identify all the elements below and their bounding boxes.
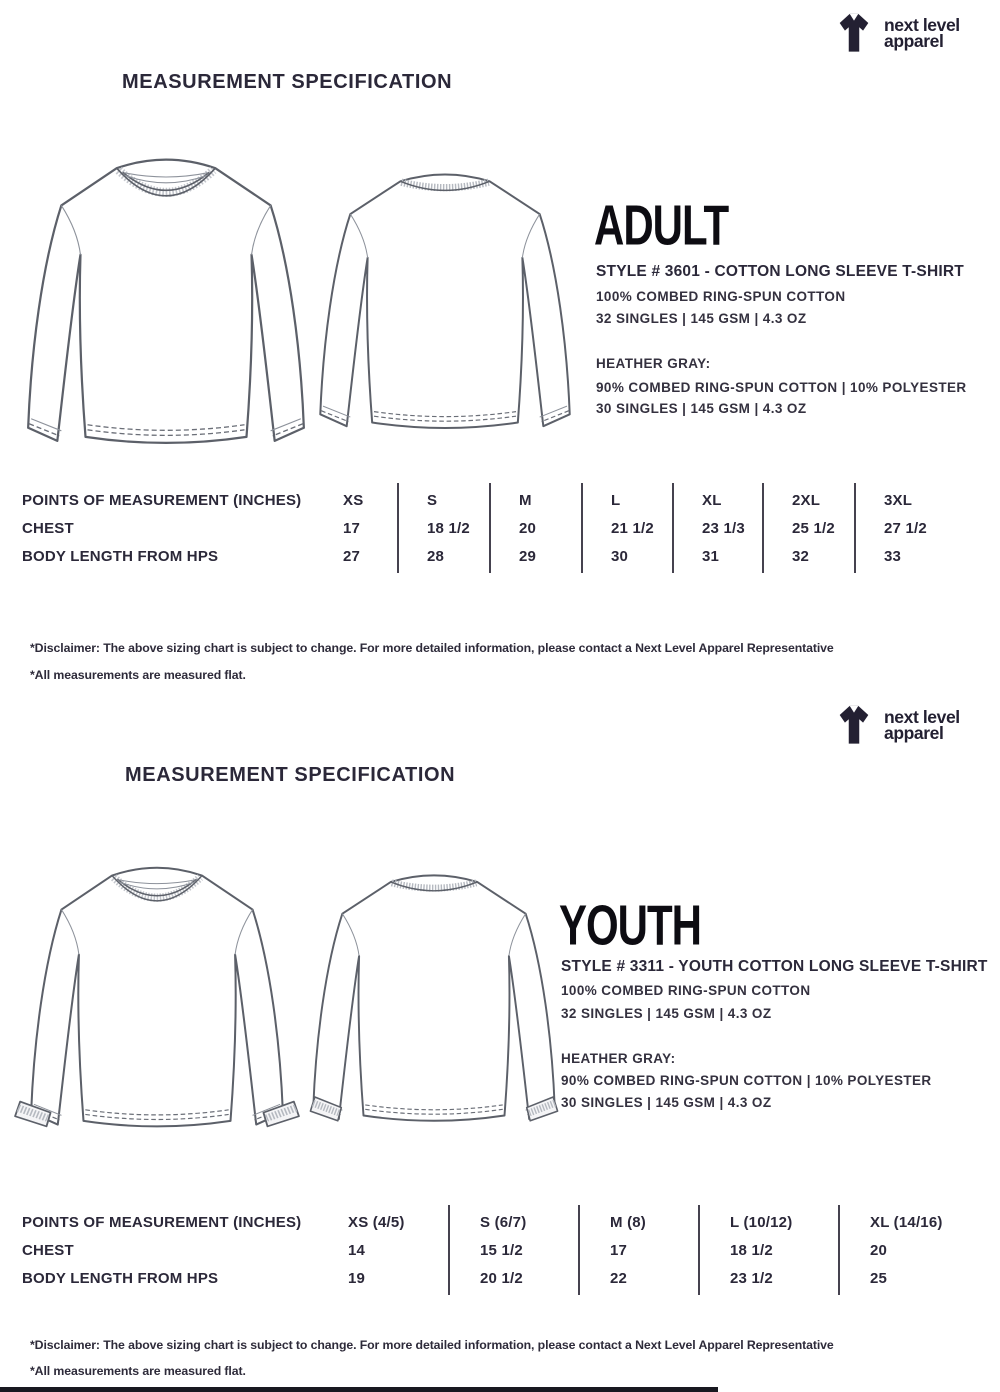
size-header: XS (4/5) (348, 1213, 405, 1231)
youth-disclaimer-line1: *Disclaimer: The above sizing chart is subject to change. For more detailed information, please contact a Next Level Apparel Representative (30, 1338, 834, 1352)
body-length-value: 33 (884, 547, 902, 565)
youth-table-column-s (448, 1205, 578, 1295)
body-length-value: 29 (519, 547, 537, 565)
youth-heather-line2: 30 SINGLES | 145 GSM | 4.3 OZ (561, 1095, 772, 1110)
adult-heather-line1: 90% COMBED RING-SPUN COTTON | 10% POLYESTER (596, 380, 967, 395)
adult-fabric-line2: 32 SINGLES | 145 GSM | 4.3 OZ (596, 311, 807, 326)
size-header: L (10/12) (730, 1213, 793, 1231)
size-header: XL (14/16) (870, 1213, 943, 1231)
adult-disclaimer-line2: *All measurements are measured flat. (30, 668, 246, 682)
youth-table-column-xl (838, 1205, 978, 1295)
adult-table-row-label-body-length: BODY LENGTH FROM HPS (22, 547, 219, 565)
adult-table-column-3xl (854, 483, 978, 573)
adult-heather-label: HEATHER GRAY: (596, 356, 711, 371)
brand-logo-text (884, 706, 960, 743)
youth-shirt-front-drawing (10, 848, 304, 1142)
chest-value: 20 (519, 519, 537, 537)
page-bottom-bar (0, 1387, 718, 1392)
chest-value: 15 1/2 (480, 1241, 523, 1259)
youth-table-row-label-chest: CHEST (22, 1241, 74, 1259)
body-length-value: 25 (870, 1269, 888, 1287)
chest-value: 25 1/2 (792, 519, 835, 537)
chest-value: 21 1/2 (611, 519, 654, 537)
chest-value: 18 1/2 (427, 519, 470, 537)
body-length-value: 23 1/2 (730, 1269, 773, 1287)
youth-heather-line1: 90% COMBED RING-SPUN COTTON | 10% POLYESTER (561, 1073, 932, 1088)
youth-heather-label: HEATHER GRAY: (561, 1051, 676, 1066)
brand-logo-text (884, 14, 960, 51)
youth-table-column-l (698, 1205, 838, 1295)
brand-name-line1: next level (884, 14, 960, 35)
adult-table-column-xs (315, 483, 397, 573)
body-length-value: 28 (427, 547, 445, 565)
brand-name-line1: next level (884, 706, 960, 727)
adult-table-column-s (397, 483, 489, 573)
youth-title: YOUTH (559, 892, 701, 957)
chest-value: 23 1/3 (702, 519, 745, 537)
size-header: XL (702, 491, 722, 509)
youth-table-label-column (22, 1205, 318, 1295)
adult-table-column-m (489, 483, 581, 573)
body-length-value: 20 1/2 (480, 1269, 523, 1287)
brand-logo-middle (833, 702, 960, 747)
body-length-value: 32 (792, 547, 810, 565)
adult-section-title: MEASUREMENT SPECIFICATION (122, 71, 453, 93)
adult-table-column-l (581, 483, 672, 573)
size-header: M (8) (610, 1213, 646, 1231)
chest-value: 18 1/2 (730, 1241, 773, 1259)
youth-style-line: STYLE # 3311 - YOUTH COTTON LONG SLEEVE T-SHIRT (561, 958, 988, 975)
adult-shirt-back-drawing (313, 150, 577, 442)
adult-title: ADULT (594, 192, 729, 257)
size-header: XS (343, 491, 364, 509)
adult-disclaimer-line1: *Disclaimer: The above sizing chart is subject to change. For more detailed information, please contact a Next Level Apparel Representative (30, 641, 834, 655)
tshirt-logo-icon (833, 702, 875, 747)
brand-name-line2: apparel (884, 30, 944, 51)
body-length-value: 27 (343, 547, 361, 565)
adult-table-label-column (22, 483, 315, 573)
brand-logo-top (833, 10, 960, 55)
size-header: 3XL (884, 491, 913, 509)
youth-table-column-m (578, 1205, 698, 1295)
youth-table-header-label: POINTS OF MEASUREMENT (INCHES) (22, 1213, 302, 1231)
youth-fabric-line1: 100% COMBED RING-SPUN COTTON (561, 983, 811, 998)
adult-heather-line2: 30 SINGLES | 145 GSM | 4.3 OZ (596, 401, 807, 416)
body-length-value: 31 (702, 547, 720, 565)
chest-value: 14 (348, 1241, 366, 1259)
tshirt-logo-icon (833, 10, 875, 55)
size-header: 2XL (792, 491, 821, 509)
youth-shirt-back-drawing (306, 852, 562, 1134)
adult-table-column-2xl (762, 483, 854, 573)
size-header: S (6/7) (480, 1213, 527, 1231)
youth-disclaimer-line2: *All measurements are measured flat. (30, 1364, 246, 1378)
youth-size-table (22, 1205, 978, 1295)
youth-table-row-label-body-length: BODY LENGTH FROM HPS (22, 1269, 219, 1287)
brand-name-line2: apparel (884, 722, 944, 743)
youth-table-column-xs (318, 1205, 448, 1295)
chest-value: 17 (343, 519, 361, 537)
size-header: L (611, 491, 621, 509)
body-length-value: 19 (348, 1269, 366, 1287)
size-header: S (427, 491, 438, 509)
chest-value: 20 (870, 1241, 888, 1259)
adult-table-row-label-chest: CHEST (22, 519, 74, 537)
size-header: M (519, 491, 532, 509)
adult-table-header-label: POINTS OF MEASUREMENT (INCHES) (22, 491, 302, 509)
youth-section-title: MEASUREMENT SPECIFICATION (125, 764, 456, 786)
youth-fabric-line2: 32 SINGLES | 145 GSM | 4.3 OZ (561, 1006, 772, 1021)
adult-table-column-xl (672, 483, 762, 573)
body-length-value: 30 (611, 547, 629, 565)
adult-fabric-line1: 100% COMBED RING-SPUN COTTON (596, 289, 846, 304)
adult-size-table (22, 483, 978, 573)
adult-shirt-front-drawing (16, 138, 316, 460)
body-length-value: 22 (610, 1269, 628, 1287)
adult-style-line: STYLE # 3601 - COTTON LONG SLEEVE T-SHIRT (596, 263, 964, 280)
chest-value: 17 (610, 1241, 628, 1259)
chest-value: 27 1/2 (884, 519, 927, 537)
